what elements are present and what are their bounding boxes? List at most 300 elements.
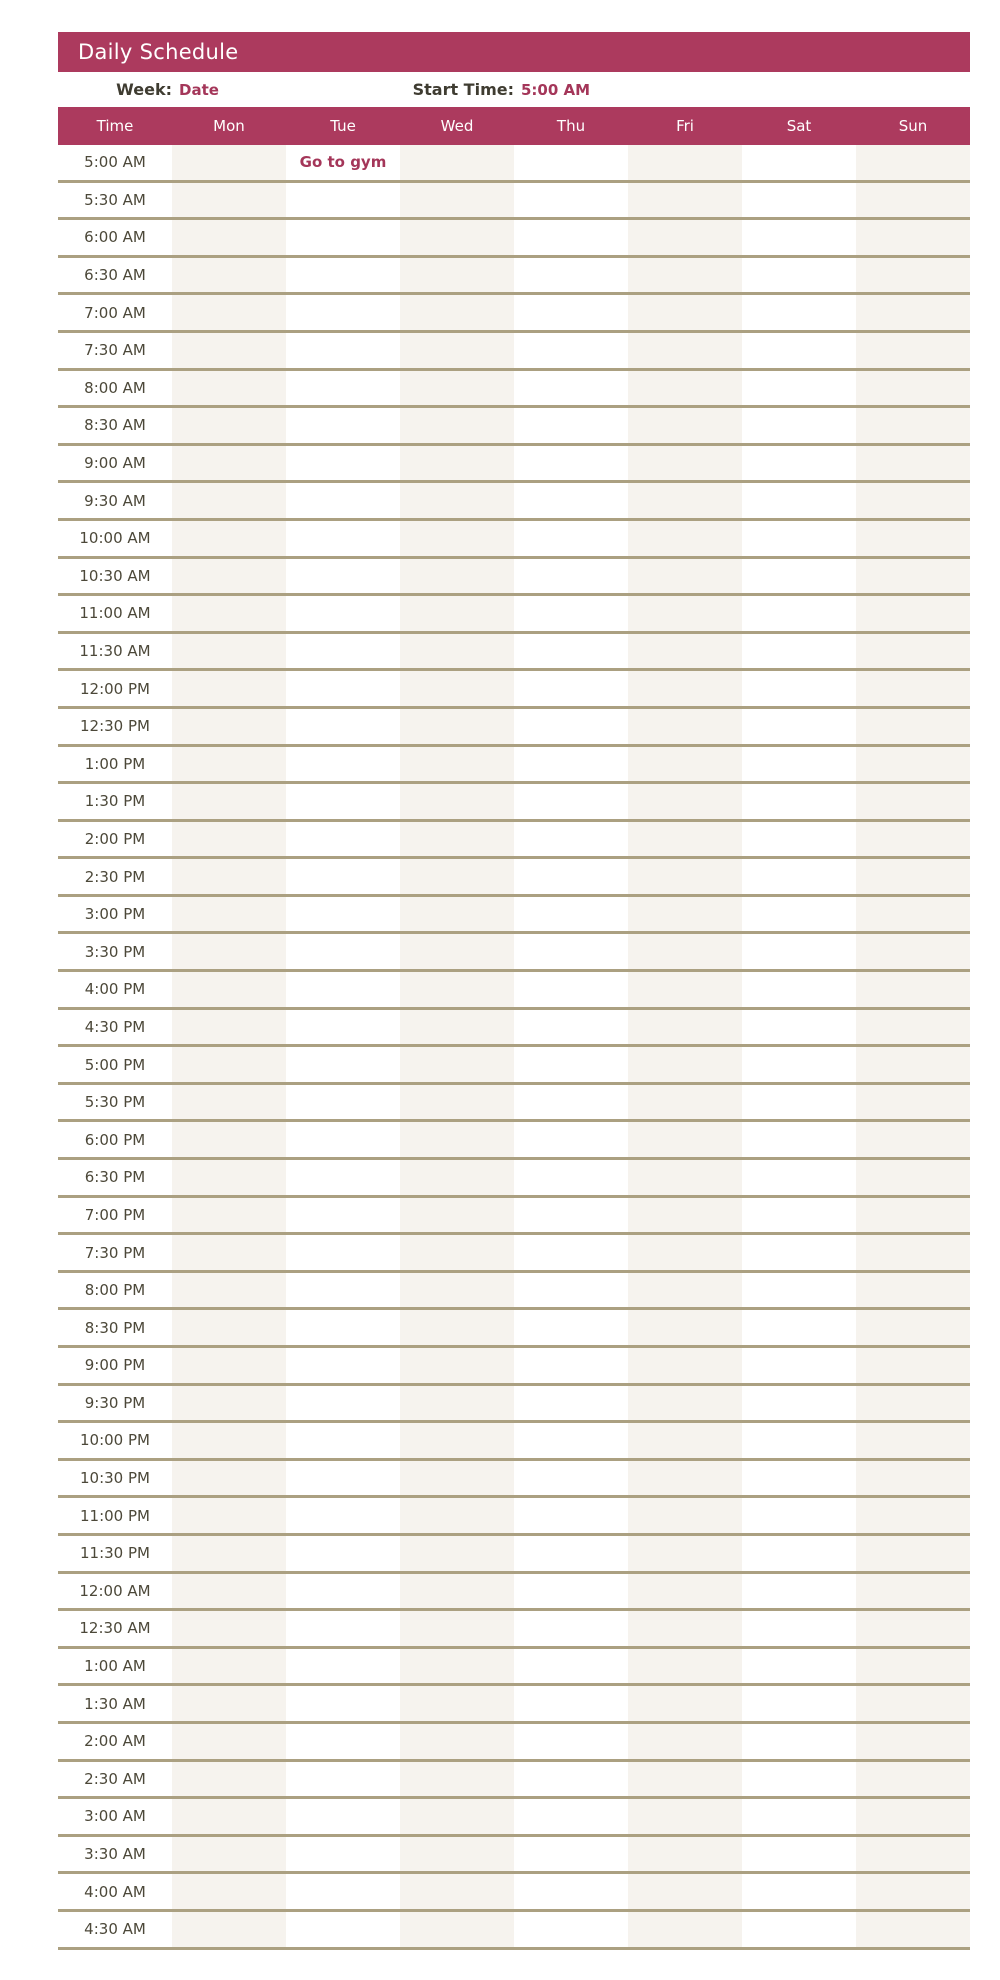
time-cell[interactable]: 4:30 PM [84,1017,146,1036]
schedule-cell[interactable] [628,258,742,293]
schedule-cell[interactable] [856,1273,970,1308]
schedule-cell[interactable] [628,596,742,631]
schedule-cell[interactable] [400,333,514,368]
schedule-cell[interactable] [400,145,514,180]
schedule-cell[interactable] [400,1198,514,1233]
schedule-cell[interactable] [286,371,400,406]
schedule-cell[interactable] [742,333,856,368]
schedule-cell[interactable] [286,1310,400,1345]
schedule-cell[interactable] [742,709,856,744]
schedule-cell[interactable] [172,1912,286,1947]
schedule-cell[interactable] [400,1874,514,1909]
schedule-cell[interactable] [514,709,628,744]
schedule-cell[interactable] [856,258,970,293]
schedule-cell[interactable] [514,1461,628,1496]
schedule-cell[interactable] [514,897,628,932]
schedule-cell[interactable] [400,521,514,556]
schedule-cell[interactable] [628,446,742,481]
schedule-cell[interactable] [856,371,970,406]
schedule-cell[interactable] [172,784,286,819]
schedule-cell[interactable] [400,1649,514,1684]
schedule-cell[interactable] [856,1047,970,1082]
schedule-cell[interactable] [514,1348,628,1383]
time-cell[interactable]: 9:30 AM [84,491,146,510]
schedule-cell[interactable] [172,1649,286,1684]
time-cell[interactable]: 12:30 AM [79,1619,151,1638]
schedule-cell[interactable] [742,1423,856,1458]
schedule-cell[interactable] [742,408,856,443]
schedule-cell[interactable] [172,1423,286,1458]
schedule-cell[interactable] [172,1160,286,1195]
schedule-cell[interactable] [400,371,514,406]
schedule-cell[interactable] [856,747,970,782]
time-cell[interactable]: 1:00 AM [84,1657,146,1676]
schedule-cell[interactable] [514,1273,628,1308]
time-cell[interactable]: 3:00 PM [84,905,146,924]
schedule-cell[interactable] [286,1649,400,1684]
schedule-cell[interactable] [286,1912,400,1947]
schedule-cell[interactable] [286,483,400,518]
schedule-cell[interactable] [172,1122,286,1157]
schedule-cell[interactable] [628,671,742,706]
schedule-cell[interactable] [400,559,514,594]
schedule-cell[interactable] [400,934,514,969]
schedule-cell[interactable] [172,934,286,969]
schedule-cell[interactable] [514,371,628,406]
schedule-cell[interactable] [742,483,856,518]
schedule-cell[interactable] [172,822,286,857]
schedule-cell[interactable] [400,671,514,706]
schedule-cell[interactable] [742,1160,856,1195]
schedule-cell[interactable] [856,1010,970,1045]
schedule-cell[interactable] [742,220,856,255]
schedule-cell[interactable] [856,408,970,443]
time-cell[interactable]: 12:00 PM [80,679,150,698]
schedule-cell[interactable] [400,859,514,894]
schedule-cell[interactable] [856,709,970,744]
schedule-cell[interactable] [286,934,400,969]
schedule-cell[interactable] [286,1085,400,1120]
schedule-cell[interactable] [628,1837,742,1872]
schedule-cell[interactable] [172,1010,286,1045]
schedule-cell[interactable] [628,1010,742,1045]
schedule-cell[interactable] [628,1799,742,1834]
schedule-cell[interactable] [286,1010,400,1045]
schedule-cell[interactable] [742,671,856,706]
schedule-cell[interactable] [628,822,742,857]
schedule-cell[interactable] [514,972,628,1007]
schedule-cell[interactable] [742,1273,856,1308]
schedule-cell[interactable] [514,1198,628,1233]
schedule-cell[interactable] [172,1837,286,1872]
schedule-cell[interactable] [172,897,286,932]
schedule-cell[interactable] [742,822,856,857]
schedule-cell[interactable] [172,333,286,368]
schedule-cell[interactable] [856,634,970,669]
schedule-cell[interactable] [742,1686,856,1721]
schedule-cell[interactable] [628,1160,742,1195]
schedule-cell[interactable] [400,1310,514,1345]
schedule-cell[interactable] [286,1574,400,1609]
schedule-cell[interactable] [286,1837,400,1872]
time-cell[interactable]: 9:30 PM [84,1393,146,1412]
time-cell[interactable]: 3:30 AM [84,1845,146,1864]
time-cell[interactable]: 5:00 AM [84,153,146,172]
schedule-cell[interactable] [628,1122,742,1157]
schedule-cell[interactable] [400,1273,514,1308]
schedule-cell[interactable] [514,934,628,969]
schedule-cell[interactable] [286,521,400,556]
schedule-cell[interactable] [514,521,628,556]
schedule-cell[interactable] [628,1047,742,1082]
schedule-cell[interactable] [856,1837,970,1872]
schedule-cell[interactable] [400,1762,514,1797]
schedule-cell[interactable] [514,483,628,518]
schedule-cell[interactable] [514,1235,628,1270]
schedule-cell[interactable] [856,897,970,932]
schedule-cell[interactable] [742,1912,856,1947]
schedule-cell[interactable] [742,258,856,293]
schedule-cell[interactable] [856,784,970,819]
time-cell[interactable]: 8:00 AM [84,378,146,397]
schedule-cell[interactable] [514,747,628,782]
schedule-cell[interactable] [172,671,286,706]
schedule-cell[interactable] [172,1461,286,1496]
schedule-cell[interactable] [628,897,742,932]
schedule-cell[interactable] [172,1574,286,1609]
schedule-cell[interactable] [172,1724,286,1759]
schedule-cell[interactable] [514,1574,628,1609]
schedule-cell[interactable] [742,1122,856,1157]
schedule-cell[interactable] [628,1874,742,1909]
time-cell[interactable]: 11:30 AM [79,642,151,661]
schedule-cell[interactable] [514,559,628,594]
schedule-cell[interactable] [628,145,742,180]
time-cell[interactable]: 4:30 AM [84,1920,146,1939]
schedule-cell[interactable] [286,897,400,932]
time-cell[interactable]: 11:00 PM [80,1506,150,1525]
schedule-cell[interactable] [400,1348,514,1383]
schedule-cell[interactable] [400,1498,514,1533]
schedule-cell[interactable] [514,333,628,368]
schedule-cell[interactable] [286,1160,400,1195]
schedule-cell[interactable] [172,295,286,330]
time-cell[interactable]: 11:00 AM [79,604,151,623]
schedule-cell[interactable] [856,1310,970,1345]
schedule-cell[interactable] [286,1198,400,1233]
schedule-cell[interactable] [400,1611,514,1646]
schedule-cell[interactable] [286,1611,400,1646]
time-cell[interactable]: 4:00 AM [84,1882,146,1901]
schedule-cell[interactable] [628,521,742,556]
schedule-cell[interactable] [742,1536,856,1571]
schedule-cell[interactable] [628,1348,742,1383]
time-cell[interactable]: 3:30 PM [84,942,146,961]
time-cell[interactable]: 6:00 AM [84,228,146,247]
schedule-cell[interactable] [742,1874,856,1909]
schedule-cell[interactable] [742,972,856,1007]
schedule-cell[interactable] [172,596,286,631]
schedule-cell[interactable] [628,1912,742,1947]
schedule-cell[interactable] [286,671,400,706]
time-cell[interactable]: 7:30 AM [84,341,146,360]
schedule-cell[interactable] [286,859,400,894]
schedule-cell[interactable] [856,1085,970,1120]
schedule-cell[interactable] [400,1724,514,1759]
schedule-cell[interactable] [856,1498,970,1533]
schedule-cell[interactable] [742,1085,856,1120]
schedule-cell[interactable] [628,747,742,782]
time-cell[interactable]: 10:30 PM [80,1469,150,1488]
schedule-cell[interactable] [628,559,742,594]
schedule-cell[interactable] [628,1498,742,1533]
schedule-cell[interactable] [856,972,970,1007]
schedule-cell[interactable] [400,709,514,744]
schedule-cell[interactable] [286,1122,400,1157]
schedule-cell[interactable] [856,1649,970,1684]
schedule-cell[interactable] [172,408,286,443]
schedule-cell[interactable] [856,145,970,180]
time-cell[interactable]: 1:00 PM [84,754,146,773]
schedule-cell[interactable] [400,1912,514,1947]
schedule-cell[interactable] [514,145,628,180]
schedule-cell[interactable] [400,1461,514,1496]
schedule-cell[interactable] [286,747,400,782]
schedule-cell[interactable] [742,1724,856,1759]
schedule-cell[interactable] [628,1423,742,1458]
schedule-cell[interactable] [514,784,628,819]
schedule-cell[interactable] [628,709,742,744]
schedule-cell[interactable] [514,1498,628,1533]
schedule-cell[interactable] [514,1423,628,1458]
schedule-cell[interactable] [628,1574,742,1609]
schedule-cell[interactable] [172,371,286,406]
schedule-cell[interactable] [856,1574,970,1609]
schedule-cell[interactable] [742,1348,856,1383]
schedule-cell[interactable] [400,295,514,330]
schedule-cell[interactable] [286,709,400,744]
time-cell[interactable]: 7:00 PM [84,1205,146,1224]
schedule-cell[interactable] [286,183,400,218]
schedule-cell[interactable] [400,747,514,782]
schedule-cell[interactable] [400,1122,514,1157]
schedule-cell[interactable] [742,559,856,594]
time-cell[interactable]: 4:00 PM [84,980,146,999]
schedule-cell[interactable] [172,1198,286,1233]
time-cell[interactable]: 8:30 AM [84,416,146,435]
schedule-cell[interactable] [742,145,856,180]
schedule-cell[interactable] [742,859,856,894]
schedule-cell[interactable] [514,1724,628,1759]
time-cell[interactable]: 9:00 PM [84,1356,146,1375]
schedule-cell[interactable] [286,972,400,1007]
schedule-cell[interactable] [742,784,856,819]
schedule-cell[interactable] [514,408,628,443]
schedule-cell[interactable] [514,1611,628,1646]
schedule-cell[interactable] [514,671,628,706]
schedule-cell[interactable] [400,972,514,1007]
schedule-cell[interactable] [514,183,628,218]
schedule-cell[interactable] [856,1348,970,1383]
schedule-cell[interactable] [514,634,628,669]
schedule-cell[interactable] [514,1310,628,1345]
schedule-cell[interactable] [400,483,514,518]
schedule-cell[interactable] [286,408,400,443]
schedule-cell[interactable] [286,220,400,255]
schedule-cell[interactable] [742,371,856,406]
schedule-cell[interactable] [628,1536,742,1571]
schedule-cell[interactable] [514,1085,628,1120]
time-cell[interactable]: 8:00 PM [84,1281,146,1300]
schedule-cell[interactable] [856,1762,970,1797]
schedule-cell[interactable] [286,1235,400,1270]
schedule-cell[interactable] [400,1837,514,1872]
schedule-cell[interactable] [514,1649,628,1684]
schedule-cell[interactable] [856,596,970,631]
schedule-cell[interactable] [286,1536,400,1571]
schedule-cell[interactable] [514,1386,628,1421]
schedule-cell[interactable] [742,747,856,782]
schedule-cell[interactable] [400,822,514,857]
schedule-cell[interactable] [172,1085,286,1120]
schedule-cell[interactable] [856,1874,970,1909]
schedule-cell[interactable] [628,1649,742,1684]
schedule-cell[interactable] [514,1837,628,1872]
schedule-cell[interactable] [856,822,970,857]
schedule-cell[interactable] [400,1574,514,1609]
schedule-cell[interactable] [286,1461,400,1496]
schedule-cell[interactable] [514,295,628,330]
schedule-cell[interactable] [628,1085,742,1120]
schedule-cell[interactable] [856,671,970,706]
schedule-cell[interactable] [856,1461,970,1496]
schedule-cell[interactable] [286,446,400,481]
schedule-cell[interactable] [400,596,514,631]
schedule-cell[interactable] [742,596,856,631]
schedule-cell[interactable] [628,408,742,443]
schedule-cell[interactable] [400,220,514,255]
schedule-cell[interactable] [400,1047,514,1082]
schedule-cell[interactable] [628,1198,742,1233]
schedule-cell[interactable] [628,371,742,406]
schedule-cell[interactable] [628,1611,742,1646]
schedule-cell[interactable] [856,1536,970,1571]
time-cell[interactable]: 9:00 AM [84,454,146,473]
schedule-cell[interactable] [172,1047,286,1082]
time-cell[interactable]: 10:00 PM [80,1431,150,1450]
schedule-cell[interactable] [514,1536,628,1571]
schedule-cell[interactable] [856,446,970,481]
schedule-cell[interactable] [400,1386,514,1421]
schedule-cell[interactable] [172,1386,286,1421]
schedule-cell[interactable] [742,1235,856,1270]
schedule-cell[interactable] [856,333,970,368]
schedule-cell[interactable] [286,822,400,857]
schedule-cell[interactable] [742,446,856,481]
schedule-cell[interactable] [628,220,742,255]
schedule-cell[interactable] [628,333,742,368]
schedule-cell[interactable] [514,220,628,255]
time-cell[interactable]: 2:30 PM [84,867,146,886]
schedule-cell[interactable] [742,295,856,330]
schedule-cell[interactable] [172,559,286,594]
schedule-cell[interactable] [628,634,742,669]
time-cell[interactable]: 7:00 AM [84,303,146,322]
schedule-cell[interactable] [400,1423,514,1458]
schedule-cell[interactable] [286,559,400,594]
schedule-cell[interactable] [172,747,286,782]
schedule-cell[interactable] [856,1160,970,1195]
schedule-cell[interactable] [856,1423,970,1458]
schedule-cell[interactable] [172,1235,286,1270]
schedule-cell[interactable] [172,1686,286,1721]
schedule-cell[interactable] [514,1010,628,1045]
schedule-cell[interactable] [514,1874,628,1909]
schedule-cell[interactable] [742,521,856,556]
schedule-cell[interactable] [514,1912,628,1947]
schedule-cell[interactable] [286,784,400,819]
schedule-cell[interactable] [172,258,286,293]
schedule-cell[interactable] [286,1273,400,1308]
schedule-cell[interactable] [742,1310,856,1345]
time-cell[interactable]: 5:30 AM [84,190,146,209]
schedule-cell[interactable] [628,183,742,218]
schedule-cell[interactable] [628,1386,742,1421]
schedule-cell[interactable] [172,1799,286,1834]
schedule-cell[interactable] [742,1762,856,1797]
schedule-cell[interactable] [514,1047,628,1082]
schedule-cell[interactable] [172,1348,286,1383]
time-cell[interactable]: 6:30 AM [84,266,146,285]
schedule-cell[interactable] [628,1235,742,1270]
schedule-cell[interactable] [742,1799,856,1834]
time-cell[interactable]: 6:30 PM [84,1168,146,1187]
schedule-cell[interactable] [628,1461,742,1496]
schedule-cell[interactable] [856,1198,970,1233]
schedule-cell[interactable] [400,408,514,443]
time-cell[interactable]: 5:00 PM [84,1055,146,1074]
schedule-cell[interactable] [742,1837,856,1872]
schedule-cell[interactable] [742,897,856,932]
schedule-cell[interactable] [286,1498,400,1533]
schedule-cell[interactable] [628,1724,742,1759]
schedule-cell[interactable] [742,634,856,669]
time-cell[interactable]: 2:00 AM [84,1732,146,1751]
time-cell[interactable]: 12:30 PM [80,717,150,736]
schedule-cell[interactable] [742,1461,856,1496]
schedule-cell[interactable] [514,1799,628,1834]
schedule-cell[interactable] [856,1122,970,1157]
time-cell[interactable]: 11:30 PM [80,1544,150,1563]
schedule-cell[interactable] [400,1010,514,1045]
time-cell[interactable]: 6:00 PM [84,1130,146,1149]
schedule-cell[interactable] [514,258,628,293]
schedule-cell[interactable] [856,559,970,594]
time-cell[interactable]: 10:00 AM [79,529,151,548]
schedule-cell[interactable] [628,934,742,969]
time-cell[interactable]: 8:30 PM [84,1318,146,1337]
schedule-cell[interactable] [856,859,970,894]
schedule-cell[interactable] [400,1085,514,1120]
schedule-cell[interactable] [172,972,286,1007]
schedule-cell[interactable] [856,183,970,218]
schedule-cell[interactable] [286,1686,400,1721]
schedule-cell[interactable] [856,1686,970,1721]
time-cell[interactable]: 1:30 PM [84,792,146,811]
schedule-cell[interactable] [856,220,970,255]
schedule-cell[interactable] [514,859,628,894]
schedule-cell[interactable] [172,1762,286,1797]
